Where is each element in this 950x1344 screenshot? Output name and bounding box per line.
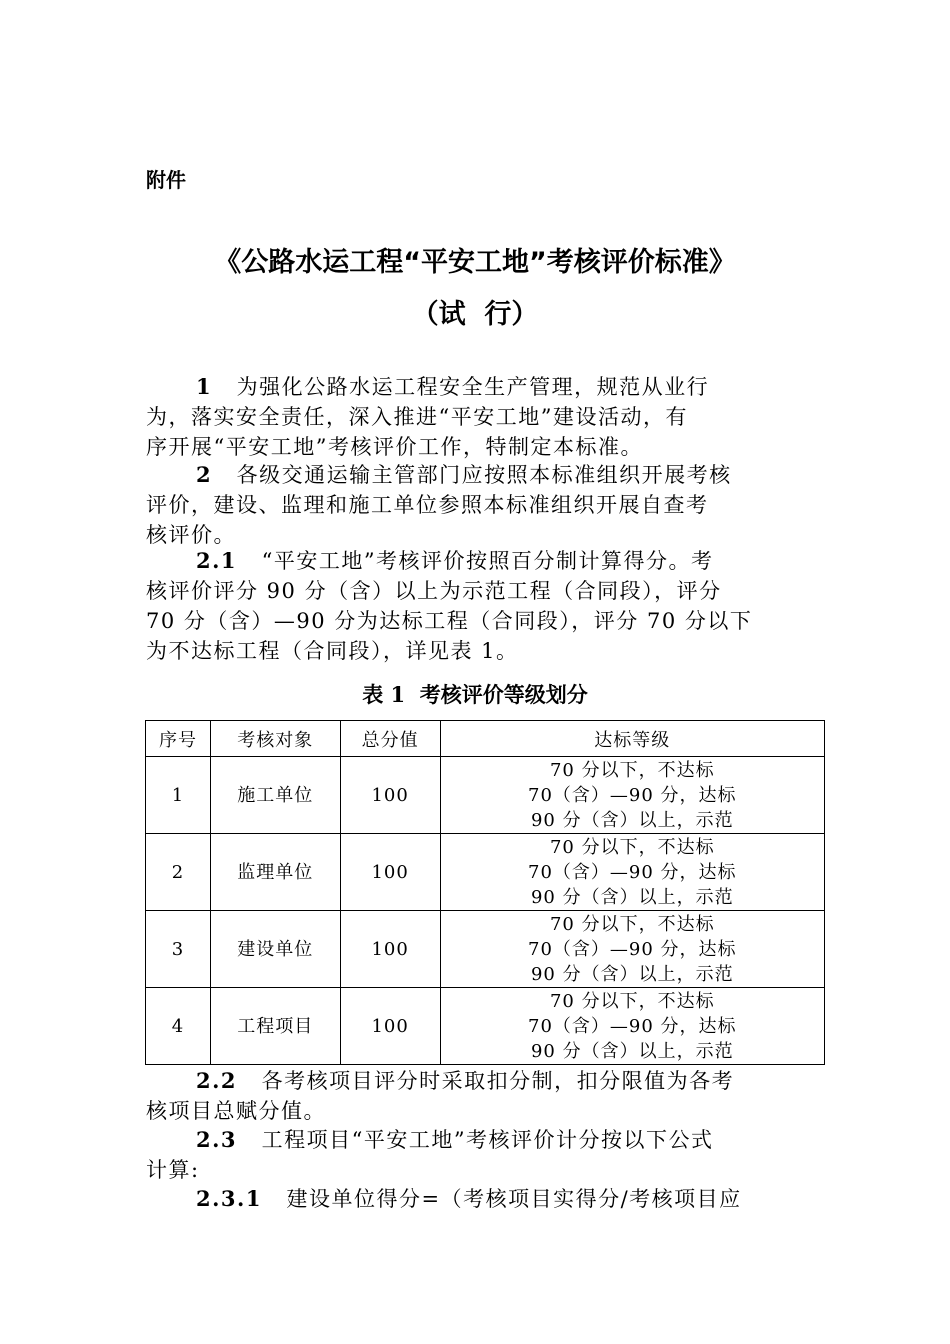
cell-object: 建设单位: [210, 911, 340, 988]
cell-score: 100: [340, 757, 440, 834]
column-header: 序号: [146, 721, 211, 757]
paragraph-line: 为，落实安全责任，深入推进“平安工地”建设活动，有: [146, 405, 688, 429]
level-line: 70 分以下，不达标: [549, 913, 715, 935]
level-line: 70 分以下，不达标: [549, 759, 715, 781]
level-line: 90 分（含）以上，示范: [530, 963, 734, 985]
paragraph-line: 各考核项目评分时采取扣分制，扣分限值为各考: [261, 1069, 735, 1093]
column-header: 考核对象: [210, 721, 340, 757]
attachment-label: 附件: [146, 168, 186, 192]
table-row: [146, 911, 825, 988]
paragraph-2-3: [146, 1125, 806, 1185]
cell-object: 工程项目: [210, 988, 340, 1065]
cell-levels: [440, 834, 824, 911]
paragraph-line: 计算:: [146, 1158, 200, 1182]
paragraph-line: 评价，建设、监理和施工单位参照本标准组织开展自查考: [146, 493, 709, 517]
document-title: 《公路水运工程“平安工地”考核评价标准》: [214, 247, 736, 278]
paragraph-2-2: [146, 1066, 806, 1126]
column-header: 达标等级: [440, 721, 824, 757]
paragraph-line: 工程项目“平安工地”考核评价计分按以下公式: [261, 1128, 714, 1152]
cell-levels: [440, 988, 824, 1065]
cell-no: 2: [146, 834, 211, 911]
paragraph-2-3-1: [146, 1184, 806, 1214]
grading-table: [145, 720, 825, 1065]
section-number: 2.2: [196, 1068, 238, 1093]
cell-score: 100: [340, 988, 440, 1065]
section-number: 2.3: [196, 1127, 238, 1152]
paragraph-line: 各级交通运输主管部门应按照本标准组织开展考核: [236, 463, 732, 487]
document-subtitle: （试 行）: [411, 299, 539, 330]
paragraph-line: 为强化公路水运工程安全生产管理，规范从业行: [236, 375, 710, 399]
cell-no: 1: [146, 757, 211, 834]
paragraph-2: [146, 460, 806, 550]
level-line: 90 分（含）以上，示范: [530, 1040, 734, 1062]
table-row: [146, 988, 825, 1065]
level-line: 90 分（含）以上，示范: [530, 886, 734, 908]
section-number: 2.3.1: [196, 1186, 262, 1211]
cell-score: 100: [340, 834, 440, 911]
paragraph-line: 建设单位得分=（考核项目实得分/考核项目应: [286, 1187, 742, 1211]
paragraph-line: “平安工地”考核评价按照百分制计算得分。考: [261, 549, 714, 573]
paragraph-line: 70 分（含）—90 分为达标工程（合同段），评分 70 分以下: [146, 609, 753, 633]
level-line: 70 分以下，不达标: [549, 836, 715, 858]
paragraph-line: 为不达标工程（合同段），详见表 1。: [146, 639, 519, 663]
paragraph-line: 核评价。: [146, 523, 236, 547]
level-line: 70（含）—90 分，达标: [528, 784, 737, 806]
column-header: 总分值: [340, 721, 440, 757]
table-row: [146, 757, 825, 834]
section-number: 2.1: [196, 548, 238, 573]
paragraph-1: [146, 372, 806, 462]
cell-object: 监理单位: [210, 834, 340, 911]
section-number: 2: [196, 462, 213, 487]
level-line: 90 分（含）以上，示范: [530, 809, 734, 831]
cell-no: 3: [146, 911, 211, 988]
table-row: [146, 834, 825, 911]
cell-levels: [440, 757, 824, 834]
paragraph-line: 核项目总赋分值。: [146, 1099, 326, 1123]
cell-no: 4: [146, 988, 211, 1065]
paragraph-line: 核评价评分 90 分（含）以上为示范工程（合同段），评分: [146, 579, 722, 603]
level-line: 70（含）—90 分，达标: [528, 861, 737, 883]
table-caption: 表 1 考核评价等级划分: [362, 682, 588, 707]
paragraph-line: 序开展“平安工地”考核评价工作，特制定本标准。: [146, 435, 643, 459]
level-line: 70 分以下，不达标: [549, 990, 715, 1012]
cell-score: 100: [340, 911, 440, 988]
section-number: 1: [196, 374, 213, 399]
cell-object: 施工单位: [210, 757, 340, 834]
level-line: 70（含）—90 分，达标: [528, 1015, 737, 1037]
paragraph-2-1: [146, 546, 806, 666]
level-line: 70（含）—90 分，达标: [528, 938, 737, 960]
cell-levels: [440, 911, 824, 988]
table-header-row: [146, 721, 825, 757]
